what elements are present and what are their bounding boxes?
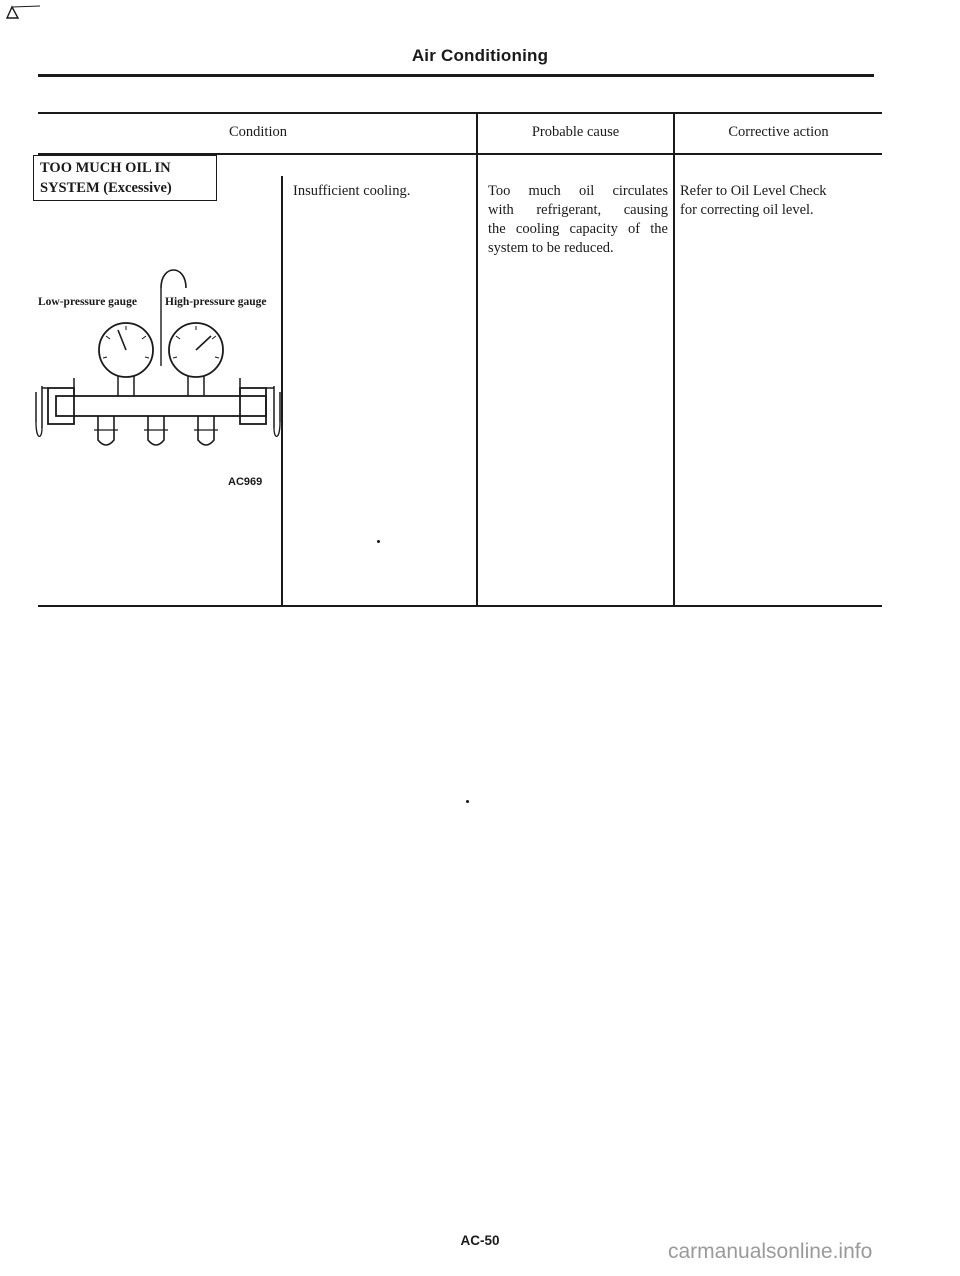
cause-line: system to be reduced. xyxy=(488,240,614,256)
scan-speck xyxy=(466,800,469,803)
watermark: carmanualsonline.info xyxy=(668,1240,873,1263)
scan-speck xyxy=(377,540,380,543)
title-rule xyxy=(38,74,874,77)
cause-line: Too much oil circulates xyxy=(488,183,668,199)
page-title: Air Conditioning xyxy=(411,46,549,65)
table-bottom-rule xyxy=(38,605,882,607)
condition-title-line1: TOO MUCH OIL IN xyxy=(40,160,171,176)
table-top-rule xyxy=(38,112,882,114)
action-line: for correcting oil level. xyxy=(680,202,814,218)
high-pressure-gauge-label: High-pressure gauge xyxy=(165,296,267,308)
page-number: AC-50 xyxy=(460,1233,500,1248)
header-corrective-action: Corrective action xyxy=(728,124,829,140)
condition-title-box xyxy=(33,155,217,201)
corner-mark-icon xyxy=(4,2,44,22)
cause-text xyxy=(488,182,668,258)
action-line: Refer to Oil Level Check xyxy=(680,183,827,199)
manifold-gauge-illustration xyxy=(28,268,288,488)
symptom-text: Insufficient cooling. xyxy=(293,183,411,199)
action-text xyxy=(680,182,860,220)
column-divider-action xyxy=(673,113,675,606)
low-pressure-gauge-label: Low-pressure gauge xyxy=(38,296,137,308)
figure-code: AC969 xyxy=(228,476,263,488)
cause-line: the cooling capacity of the xyxy=(488,221,668,237)
condition-title-line2: SYSTEM (Excessive) xyxy=(40,180,172,196)
column-divider-cause xyxy=(476,113,478,606)
header-probable-cause: Probable cause xyxy=(531,124,620,140)
cause-line: with refrigerant, causing xyxy=(488,202,668,218)
header-condition: Condition xyxy=(228,124,287,140)
